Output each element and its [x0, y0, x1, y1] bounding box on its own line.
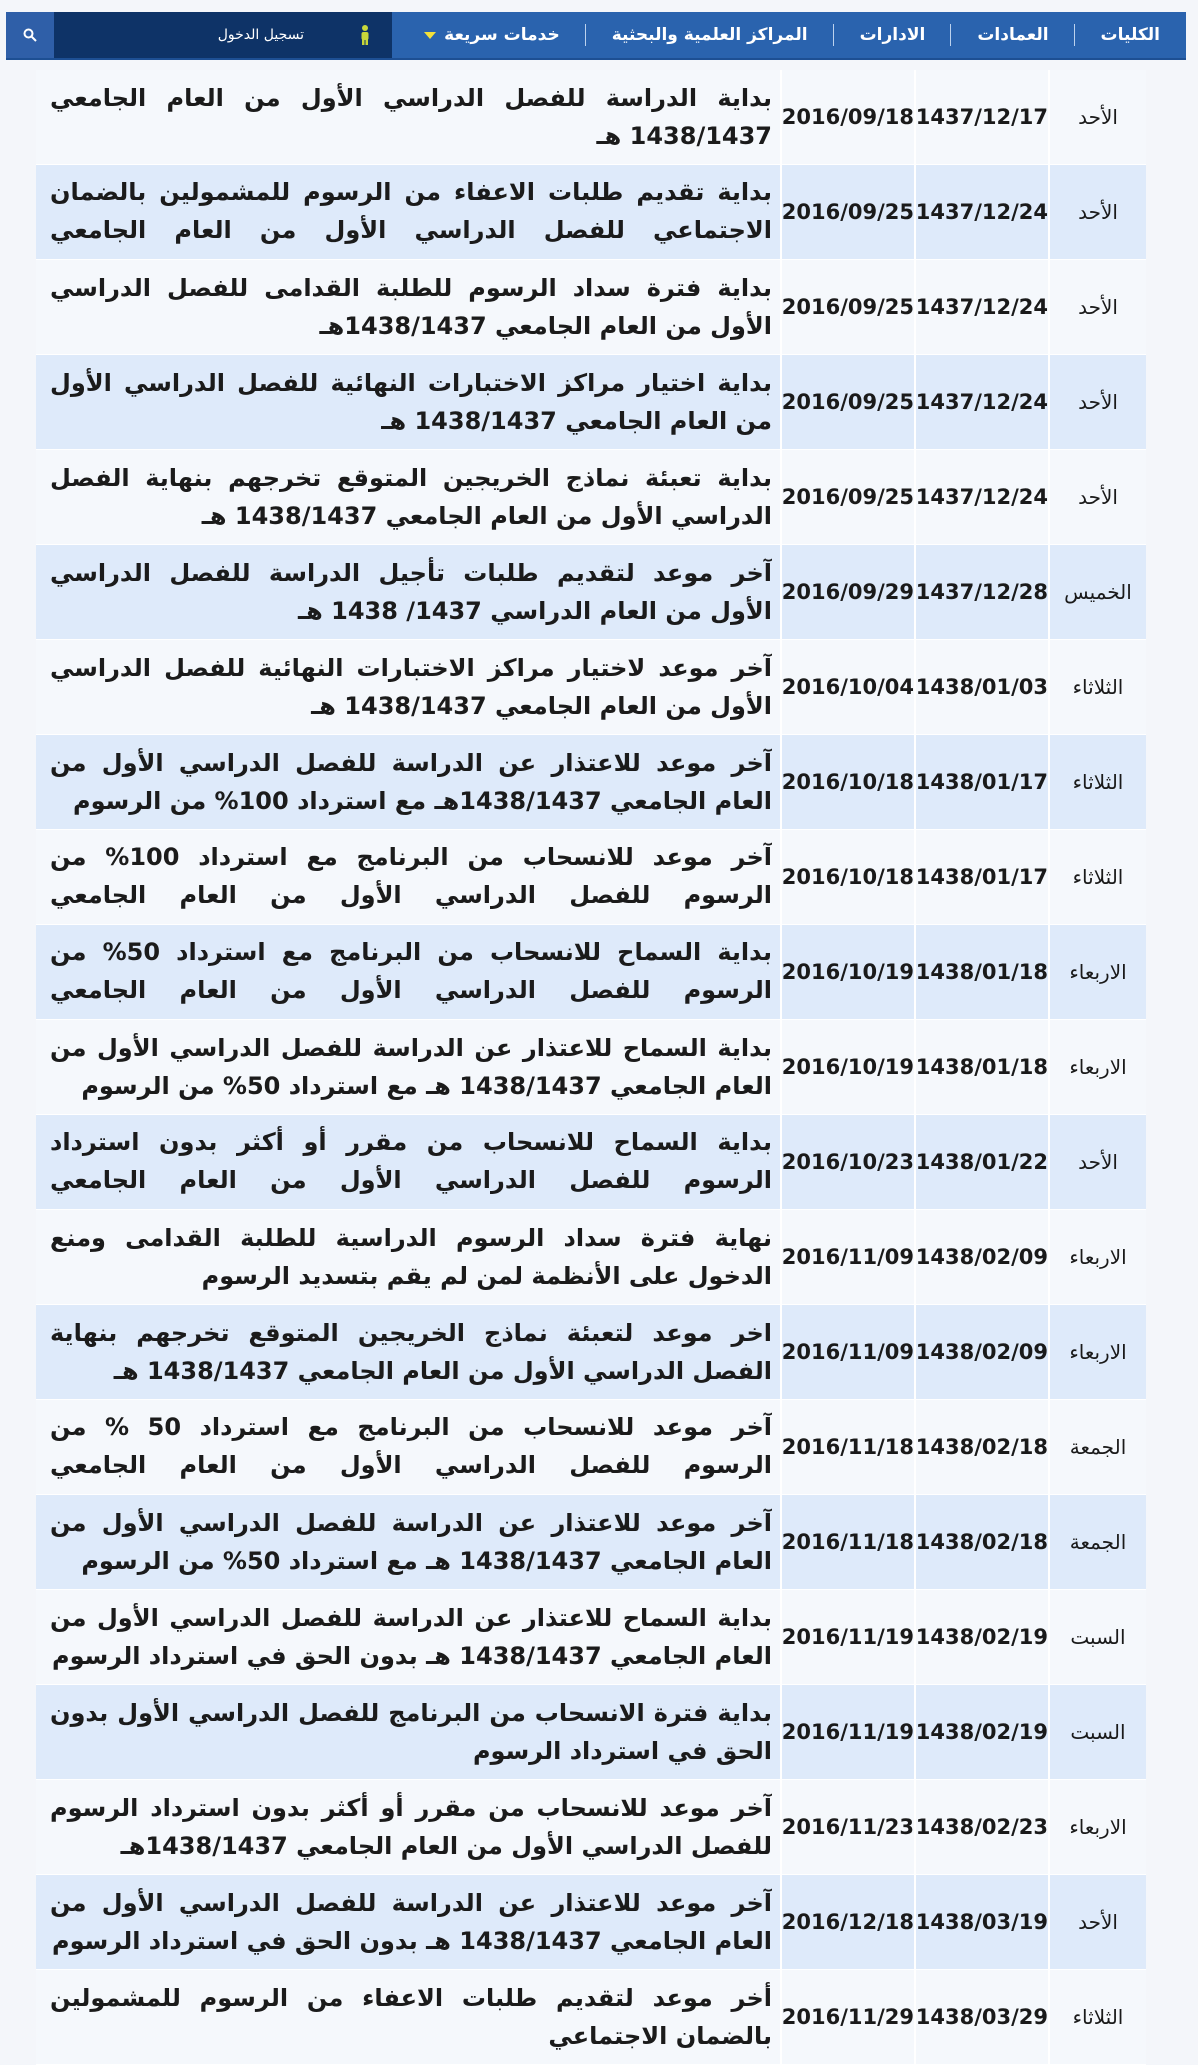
- day-cell: الخميس: [1048, 545, 1146, 640]
- gregorian-date-cell: 2016/12/18: [780, 1875, 914, 1970]
- gregorian-date-cell: 2016/10/19: [780, 1020, 914, 1115]
- gregorian-date-cell: 2016/11/09: [780, 1210, 914, 1305]
- hijri-date-cell: 1438/01/18: [914, 925, 1048, 1020]
- event-text: بداية السماح للاعتذار عن الدراسة للفصل الدراسي الأول من العام الجامعي 1438/1437 هـ مع استرداد 50% من الرسوم: [50, 1034, 772, 1100]
- gregorian-date-cell: 2016/11/23: [780, 1780, 914, 1875]
- person-icon[interactable]: [358, 24, 372, 46]
- hijri-date-cell: 1438/02/18: [914, 1400, 1048, 1495]
- table-row: [36, 1780, 1146, 1875]
- gregorian-date-cell: 2016/09/25: [780, 355, 914, 450]
- hijri-date-cell: 1437/12/24: [914, 450, 1048, 545]
- gregorian-date-cell: 2016/11/19: [780, 1590, 914, 1685]
- hijri-date-cell: 1438/01/17: [914, 735, 1048, 830]
- table-row: [36, 830, 1146, 925]
- gregorian-date-cell: 2016/09/25: [780, 165, 914, 260]
- event-description-cell: [36, 450, 780, 545]
- gregorian-date-cell: 2016/11/09: [780, 1305, 914, 1400]
- event-text: بداية تقديم طلبات الاعفاء من الرسوم للمشمولين بالضمان الاجتماعي للفصل الدراسي الأول من العام الجامعي: [50, 178, 772, 244]
- event-description-cell: [36, 1495, 780, 1590]
- event-text: آخر موعد للاعتذار عن الدراسة للفصل الدراسي الأول من العام الجامعي 1438/1437 هـ بدون الحق في استرداد الرسوم: [50, 1889, 772, 1955]
- gregorian-date-cell: 2016/11/19: [780, 1685, 914, 1780]
- table-row: [36, 1115, 1146, 1210]
- event-text: بداية السماح للاعتذار عن الدراسة للفصل الدراسي الأول من العام الجامعي 1438/1437 هـ بدون الحق في استرداد الرسوم: [50, 1604, 772, 1670]
- gregorian-date-cell: 2016/09/18: [780, 70, 914, 165]
- table-row: [36, 355, 1146, 450]
- hijri-date-cell: 1438/01/18: [914, 1020, 1048, 1115]
- table-row: [36, 1210, 1146, 1305]
- day-cell: الاربعاء: [1048, 1210, 1146, 1305]
- event-description-cell: [36, 260, 780, 355]
- day-cell: الثلاثاء: [1048, 1970, 1146, 2065]
- hijri-date-cell: 1438/01/22: [914, 1115, 1048, 1210]
- gregorian-date-cell: 2016/11/18: [780, 1495, 914, 1590]
- day-cell: الاربعاء: [1048, 925, 1146, 1020]
- event-text: آخر موعد لاختيار مراكز الاختبارات النهائية للفصل الدراسي الأول من العام الجامعي 1438/1437 هـ: [50, 654, 772, 720]
- hijri-date-cell: 1438/02/23: [914, 1780, 1048, 1875]
- event-text: آخر موعد للانسحاب من البرنامج مع استرداد 100% من الرسوم للفصل الدراسي الأول من العام الجامعي: [50, 843, 772, 909]
- table-row: [36, 1020, 1146, 1115]
- gregorian-date-cell: 2016/10/23: [780, 1115, 914, 1210]
- gregorian-date-cell: 2016/11/18: [780, 1400, 914, 1495]
- academic-calendar-table: [36, 70, 1146, 2065]
- nav-item-research-centers[interactable]: المراكز العلمية والبحثية: [586, 12, 834, 58]
- table-row: [36, 1875, 1146, 1970]
- event-description-cell: [36, 1875, 780, 1970]
- search-button[interactable]: [6, 12, 54, 58]
- event-description-cell: [36, 1590, 780, 1685]
- event-text: أخر موعد لتقديم طلبات الاعفاء من الرسوم للمشمولين بالضمان الاجتماعي: [50, 1984, 772, 2050]
- day-cell: الأحد: [1048, 355, 1146, 450]
- chevron-down-icon: [424, 32, 436, 39]
- day-cell: الأحد: [1048, 1115, 1146, 1210]
- day-cell: الاربعاء: [1048, 1305, 1146, 1400]
- event-text: بداية الدراسة للفصل الدراسي الأول من العام الجامعي 1438/1437 هـ: [50, 84, 772, 150]
- event-description-cell: [36, 1970, 780, 2065]
- event-description-cell: [36, 1020, 780, 1115]
- table-row: [36, 1590, 1146, 1685]
- quick-services-menu[interactable]: [398, 12, 586, 58]
- event-text: آخر موعد للاعتذار عن الدراسة للفصل الدراسي الأول من العام الجامعي 1438/1437هـ مع استرداد 100% من الرسوم: [50, 749, 772, 815]
- hijri-date-cell: 1438/01/03: [914, 640, 1048, 735]
- event-description-cell: [36, 70, 780, 165]
- event-description-cell: [36, 735, 780, 830]
- nav-item-colleges[interactable]: الكليات: [1100, 25, 1160, 45]
- event-description-cell: [36, 355, 780, 450]
- hijri-date-cell: 1438/01/17: [914, 830, 1048, 925]
- hijri-date-cell: 1438/02/09: [914, 1305, 1048, 1400]
- event-text: آخر موعد للاعتذار عن الدراسة للفصل الدراسي الأول من العام الجامعي 1438/1437 هـ مع استرداد 50% من الرسوم: [50, 1509, 772, 1575]
- hijri-date-cell: 1438/03/19: [914, 1875, 1048, 1970]
- search-icon: [23, 28, 37, 42]
- day-cell: الأحد: [1048, 165, 1146, 260]
- day-cell: الثلاثاء: [1048, 830, 1146, 925]
- event-text: بداية فترة سداد الرسوم للطلبة القدامى للفصل الدراسي الأول من العام الجامعي 1438/1437هـ: [50, 274, 772, 340]
- event-description-cell: [36, 925, 780, 1020]
- top-navigation-bar: [6, 12, 1186, 60]
- day-cell: الاربعاء: [1048, 1780, 1146, 1875]
- day-cell: الأحد: [1048, 260, 1146, 355]
- gregorian-date-cell: 2016/09/25: [780, 450, 914, 545]
- day-cell: الجمعة: [1048, 1400, 1146, 1495]
- table-row: [36, 640, 1146, 735]
- quick-services-label: خدمات سريعة: [444, 25, 560, 45]
- event-description-cell: [36, 1115, 780, 1210]
- table-row: [36, 260, 1146, 355]
- day-cell: الاربعاء: [1048, 1020, 1146, 1115]
- hijri-date-cell: 1437/12/28: [914, 545, 1048, 640]
- hijri-date-cell: 1437/12/24: [914, 165, 1048, 260]
- gregorian-date-cell: 2016/09/25: [780, 260, 914, 355]
- day-cell: الأحد: [1048, 70, 1146, 165]
- hijri-date-cell: 1438/02/19: [914, 1685, 1048, 1780]
- event-text: آخر موعد لتقديم طلبات تأجيل الدراسة للفصل الدراسي الأول من العام الدراسي 1437/ 1438 هـ: [50, 559, 772, 625]
- event-description-cell: [36, 1780, 780, 1875]
- gregorian-date-cell: 2016/10/19: [780, 925, 914, 1020]
- table-row: [36, 1305, 1146, 1400]
- day-cell: الأحد: [1048, 450, 1146, 545]
- event-description-cell: [36, 1210, 780, 1305]
- event-description-cell: [36, 1685, 780, 1780]
- event-description-cell: [36, 1305, 780, 1400]
- event-text: بداية تعبئة نماذج الخريجين المتوقع تخرجهم بنهاية الفصل الدراسي الأول من العام الجامعي 1438/1437 هـ: [50, 464, 772, 530]
- event-text: بداية اختيار مراكز الاختبارات النهائية للفصل الدراسي الأول من العام الجامعي 1438/1437 هـ: [50, 369, 772, 435]
- event-description-cell: [36, 1400, 780, 1495]
- table-row: [36, 735, 1146, 830]
- event-description-cell: [36, 640, 780, 735]
- day-cell: الجمعة: [1048, 1495, 1146, 1590]
- hijri-date-cell: 1437/12/24: [914, 355, 1048, 450]
- gregorian-date-cell: 2016/10/18: [780, 735, 914, 830]
- table-row: [36, 1685, 1146, 1780]
- event-description-cell: [36, 165, 780, 260]
- nav-item-departments[interactable]: الادارات: [834, 12, 952, 58]
- hijri-date-cell: 1437/12/24: [914, 260, 1048, 355]
- table-row: [36, 1400, 1146, 1495]
- gregorian-date-cell: 2016/10/18: [780, 830, 914, 925]
- day-cell: السبت: [1048, 1590, 1146, 1685]
- login-area: [54, 12, 392, 58]
- table-row: [36, 70, 1146, 165]
- event-text: بداية السماح للانسحاب من مقرر أو أكثر بدون استرداد الرسوم للفصل الدراسي الأول من العام الجامعي: [50, 1128, 772, 1194]
- gregorian-date-cell: 2016/10/04: [780, 640, 914, 735]
- table-row: [36, 1495, 1146, 1590]
- event-text: آخر موعد للانسحاب من مقرر أو أكثر بدون استرداد الرسوم للفصل الدراسي الأول من العام الجامعي 1438/1437هـ: [50, 1794, 772, 1860]
- table-row: [36, 450, 1146, 545]
- event-text: اخر موعد لتعبئة نماذج الخريجين المتوقع تخرجهم بنهاية الفصل الدراسي الأول من العام الجامعي 1438/1437 هـ: [50, 1319, 772, 1385]
- hijri-date-cell: 1437/12/17: [914, 70, 1048, 165]
- hijri-date-cell: 1438/02/19: [914, 1590, 1048, 1685]
- event-description-cell: [36, 545, 780, 640]
- day-cell: السبت: [1048, 1685, 1146, 1780]
- hijri-date-cell: 1438/02/09: [914, 1210, 1048, 1305]
- table-row: [36, 165, 1146, 260]
- gregorian-date-cell: 2016/09/29: [780, 545, 914, 640]
- event-text: بداية فترة الانسحاب من البرنامج للفصل الدراسي الأول بدون الحق في استرداد الرسوم: [50, 1699, 772, 1765]
- login-link[interactable]: تسجيل الدخول: [217, 27, 304, 43]
- event-text: آخر موعد للانسحاب من البرنامج مع استرداد 50 % من الرسوم للفصل الدراسي الأول من العام الجامعي: [50, 1413, 772, 1479]
- day-cell: الثلاثاء: [1048, 640, 1146, 735]
- event-description-cell: [36, 830, 780, 925]
- table-row: [36, 1970, 1146, 2065]
- day-cell: الأحد: [1048, 1875, 1146, 1970]
- table-row: [36, 545, 1146, 640]
- day-cell: الثلاثاء: [1048, 735, 1146, 830]
- event-text: نهاية فترة سداد الرسوم الدراسية للطلبة القدامى ومنع الدخول على الأنظمة لمن لم يقم بتسديد الرسوم: [50, 1224, 772, 1290]
- nav-item-deanships[interactable]: العمادات: [951, 12, 1074, 58]
- hijri-date-cell: 1438/02/18: [914, 1495, 1048, 1590]
- event-text: بداية السماح للانسحاب من البرنامج مع استرداد 50% من الرسوم للفصل الدراسي الأول من العام الجامعي: [50, 938, 772, 1004]
- hijri-date-cell: 1438/03/29: [914, 1970, 1048, 2065]
- gregorian-date-cell: 2016/11/29: [780, 1970, 914, 2065]
- table-row: [36, 925, 1146, 1020]
